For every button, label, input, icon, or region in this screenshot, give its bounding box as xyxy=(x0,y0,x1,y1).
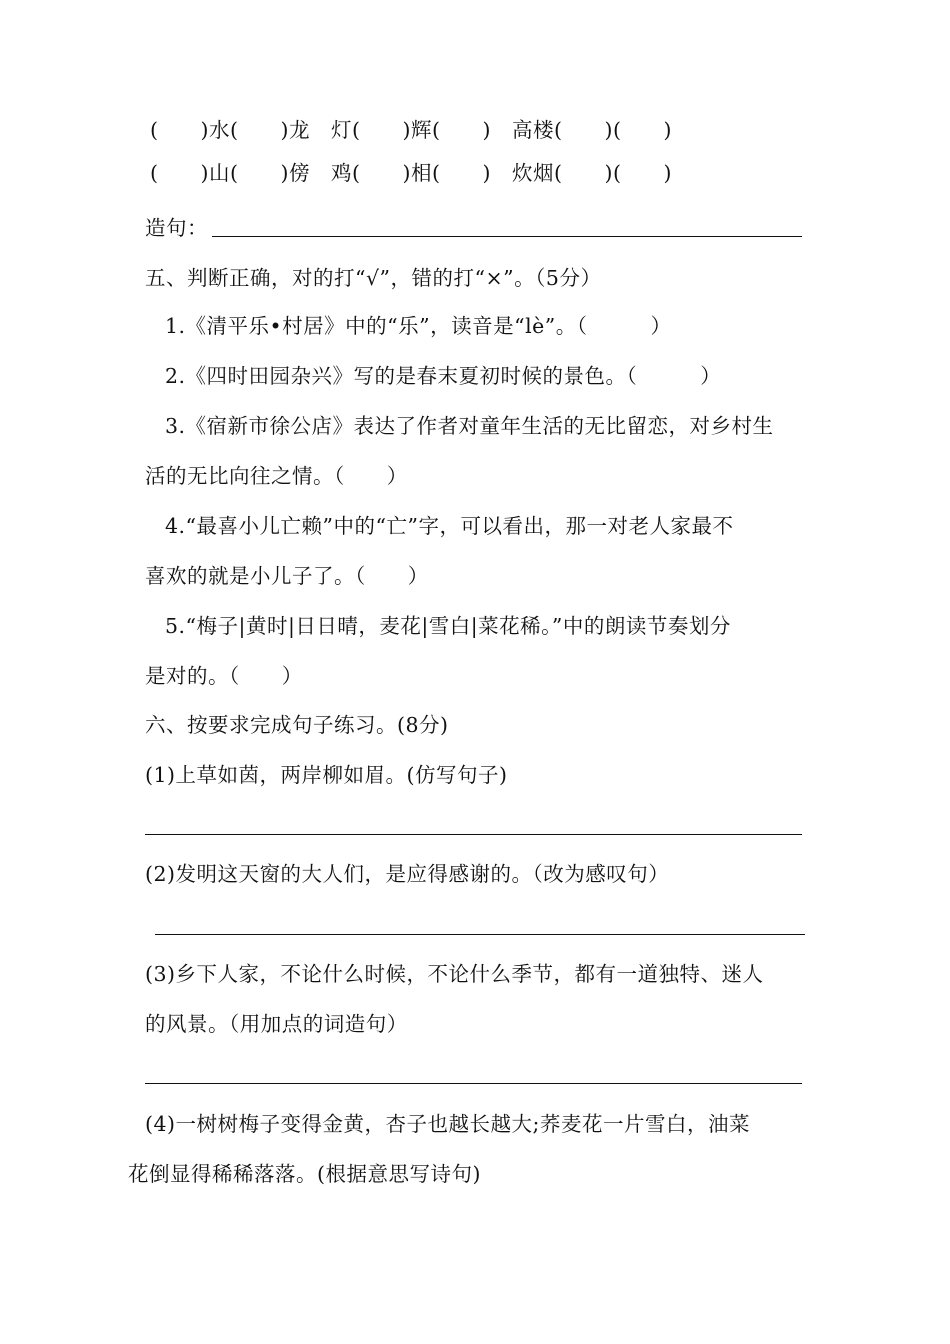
judge-item-5-line-1: 5.“梅子|黄时|日日晴，麦花|雪白|菜花稀。”中的朗读节奏划分 xyxy=(165,614,731,638)
judge-item-2: 2.《四时田园杂兴》写的是春末夏初时候的景色。（ ） xyxy=(165,364,722,388)
sentence-q3-line-2: 的风景。（用加点的词造句） xyxy=(145,1012,408,1036)
sentence-q1: (1)上草如茵，两岸柳如眉。(仿写句子) xyxy=(145,763,508,787)
sentence-q2: (2)发明这天窗的大人们，是应得感谢的。（改为感叹句） xyxy=(145,862,670,886)
sentence-q3-line-1: (3)乡下人家，不论什么时候，不论什么季节，都有一道独特、迷人 xyxy=(145,962,764,986)
zaoju-answer-line[interactable] xyxy=(212,236,802,237)
judge-item-4-line-2: 喜欢的就是小儿子了。（ ） xyxy=(145,564,429,588)
judge-item-3-line-1: 3.《宿新市徐公店》表达了作者对童年生活的无比留恋，对乡村生 xyxy=(165,414,774,438)
answer-line-q1[interactable] xyxy=(145,834,802,835)
zaoju-label: 造句： xyxy=(145,216,208,240)
judge-item-4-line-1: 4.“最喜小儿亡赖”中的“亡”字，可以看出，那一对老人家最不 xyxy=(165,514,734,538)
section-6-title: 六、按要求完成句子练习。(8分) xyxy=(145,713,449,737)
judge-item-3-line-2: 活的无比向往之情。（ ） xyxy=(145,464,408,488)
judge-item-5-line-2: 是对的。（ ） xyxy=(145,664,303,688)
sentence-q4-line-1: (4)一树树梅子变得金黄，杏子也越长越大;荞麦花一片雪白，油菜 xyxy=(145,1112,750,1136)
word-grid-row-1: ( )水( )龙 灯( )辉( ) 高楼( )( ) xyxy=(150,118,672,142)
sentence-q4-line-2: 花倒显得稀稀落落。(根据意思写诗句) xyxy=(128,1162,481,1186)
word-grid-row-2: ( )山( )傍 鸡( )相( ) 炊烟( )( ) xyxy=(150,161,672,185)
answer-line-q3[interactable] xyxy=(145,1083,802,1084)
judge-item-1: 1.《清平乐•村居》中的“乐”，读音是“lè”。（ ） xyxy=(165,314,672,338)
answer-line-q2[interactable] xyxy=(155,934,805,935)
section-5-title: 五、判断正确，对的打“√”，错的打“×”。（5分） xyxy=(145,266,602,290)
